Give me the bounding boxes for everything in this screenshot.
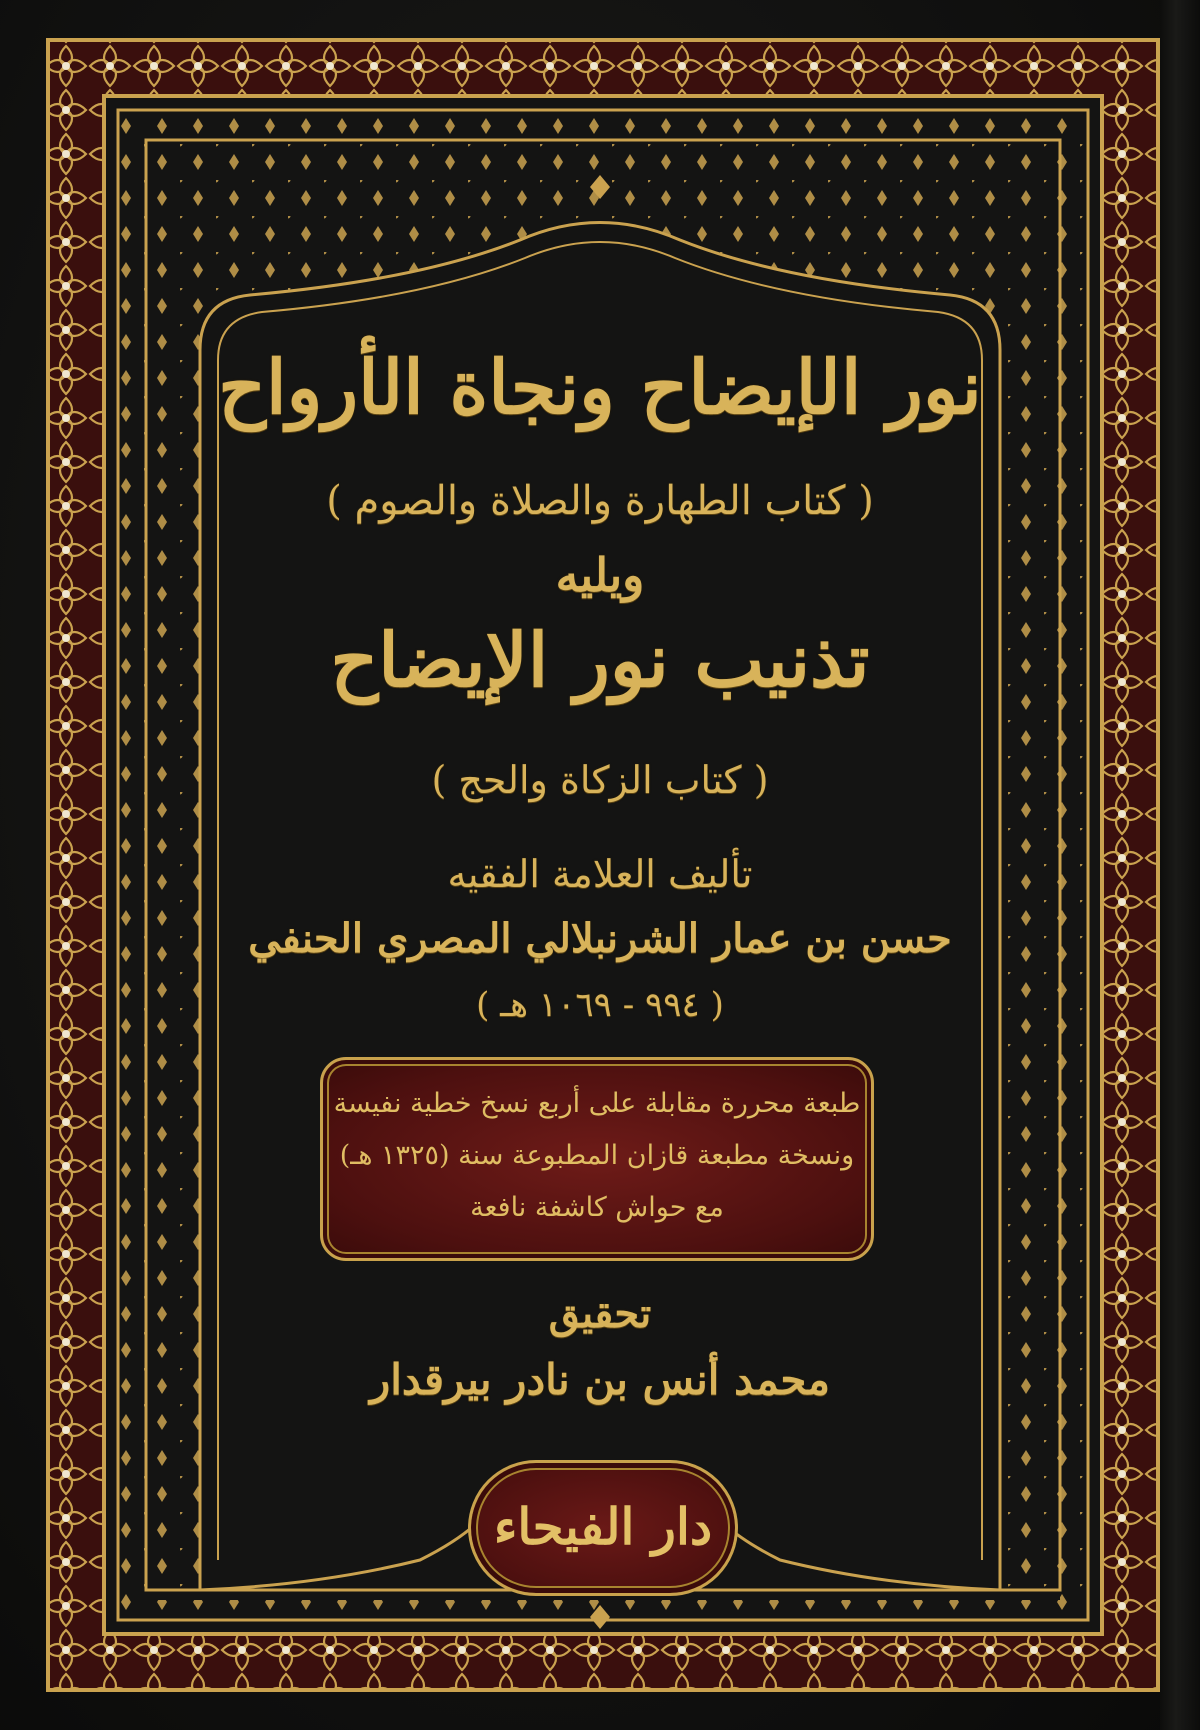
edition-note-line: ونسخة مطبعة قازان المطبوعة سنة (١٣٢٥ هـ) <box>339 1140 855 1171</box>
second-subtitle: ( كتاب الزكاة والحج ) <box>431 758 769 802</box>
conjunction-text: ويليه <box>555 548 645 602</box>
publisher-name: دار الفيحاء <box>493 1497 713 1556</box>
author-dates: ( ٩٩٤ - ١٠٦٩ هـ ) <box>476 985 724 1025</box>
edition-note-line: طبعة محررة مقابلة على أربع نسخ خطية نفيسة <box>333 1088 861 1119</box>
author-intro: تأليف العلامة الفقيه <box>447 852 753 896</box>
edition-note-panel <box>320 1057 874 1261</box>
second-title: تذنيب نور الإيضاح <box>330 618 870 704</box>
book-title: نور الإيضاح ونجاة الأرواح <box>218 345 982 431</box>
publisher-badge <box>468 1460 738 1596</box>
editor-label: تحقيق <box>548 1290 652 1337</box>
book-subtitle: ( كتاب الطهارة والصلاة والصوم ) <box>326 478 874 524</box>
author-name: حسن بن عمار الشرنبلالي المصري الحنفي <box>248 915 952 962</box>
edition-note-line: مع حواش كاشفة نافعة <box>470 1192 724 1223</box>
editor-name: محمد أنس بن نادر بيرقدار <box>369 1355 831 1404</box>
